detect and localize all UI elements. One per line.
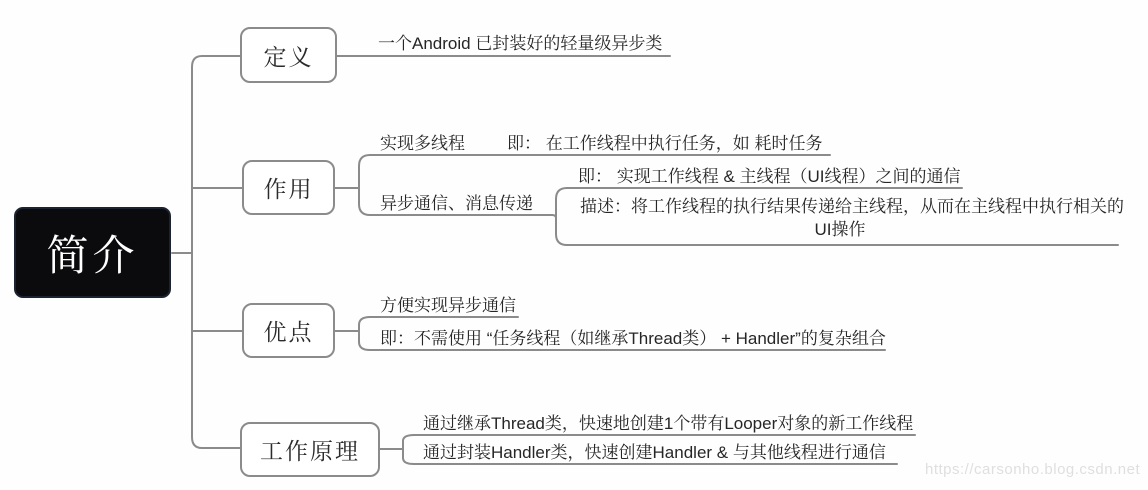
leaf-principle-method1[interactable]: 通过继承Thread类，快速地创建1个带有Looper对象的新工作线程: [423, 414, 914, 433]
connector-trunk: [192, 56, 240, 448]
leaf-async-meaning[interactable]: 即： 实现工作线程 & 主线程（UI线程）之间的通信: [578, 167, 961, 186]
topic-function[interactable]: [242, 160, 335, 215]
leaf-definition-note[interactable]: 一个Android 已封装好的轻量级异步类: [378, 34, 663, 53]
topic-definition[interactable]: [240, 27, 337, 83]
leaf-advantage-point[interactable]: 方便实现异步通信: [380, 296, 516, 315]
async-description-line2: UI操作: [814, 220, 866, 239]
leaf-async-description[interactable]: [565, 195, 1124, 241]
leaf-multithread-note[interactable]: 即： 在工作线程中执行任务，如 耗时任务: [507, 134, 823, 153]
topic-advantage-label: 优点: [263, 319, 314, 345]
bracket-principle: [403, 435, 414, 464]
bracket-function: [359, 155, 370, 215]
bracket-advantage: [359, 317, 370, 350]
watermark-url: https://carsonho.blog.csdn.net: [925, 461, 1141, 478]
topic-definition-label: 定义: [263, 43, 314, 70]
leaf-async-comm-label[interactable]: 异步通信、消息传递: [380, 194, 533, 213]
topic-function-label: 作用: [263, 176, 314, 202]
root-node-label: 简介: [46, 231, 139, 279]
topic-advantage[interactable]: [242, 303, 335, 358]
leaf-advantage-detail[interactable]: 即：不需使用 “任务线程（如继承Thread类） + Handler”的复杂组合: [380, 329, 886, 348]
topic-principle[interactable]: [240, 422, 380, 477]
root-node-intro[interactable]: [14, 207, 171, 298]
leaf-multithread-label[interactable]: 实现多线程: [380, 134, 465, 153]
leaf-principle-method2[interactable]: 通过封装Handler类，快速创建Handler & 与其他线程进行通信: [423, 443, 886, 462]
topic-principle-label: 工作原理: [260, 438, 360, 464]
async-description-line1: 描述：将工作线程的执行结果传递给主线程，从而在主线程中执行相关的: [580, 197, 1124, 216]
